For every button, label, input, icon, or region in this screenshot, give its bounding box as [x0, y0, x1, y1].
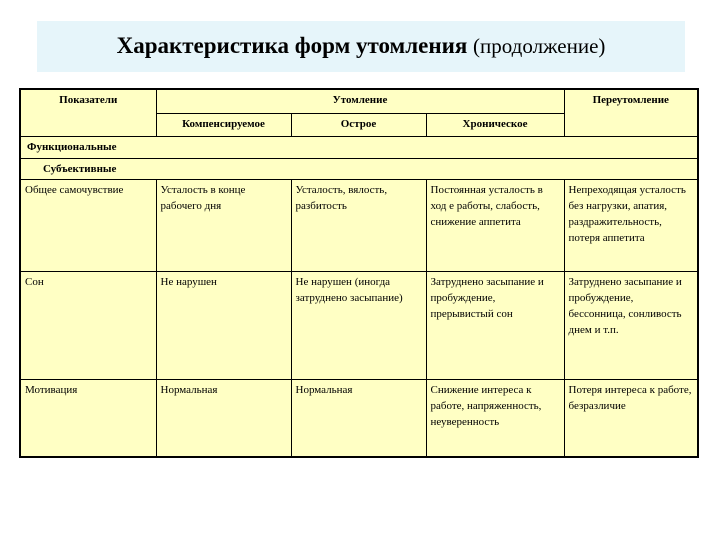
- cell-overfatigue: Потеря интереса к работе, безразличие: [564, 379, 698, 457]
- cell-compensated: Усталость в конце рабочего дня: [156, 180, 291, 271]
- table-row: [20, 271, 698, 379]
- section-row-functional: [20, 137, 698, 159]
- cell-overfatigue: Затруднено засыпание и пробуждение, бессонница, сонливость днем и т.п.: [564, 271, 698, 379]
- header-compensated: Компенсируемое: [156, 113, 291, 137]
- table-row: [20, 379, 698, 457]
- slide-title-main: Характеристика форм утомления: [116, 33, 468, 58]
- section-subjective: Субъективные: [20, 158, 698, 180]
- cell-indicator: Сон: [20, 271, 156, 379]
- title-banner: [37, 21, 685, 72]
- cell-compensated: Не нарушен: [156, 271, 291, 379]
- cell-overfatigue: Непреходящая усталость без нагрузки, апатия, раздражительность, потеря аппетита: [564, 180, 698, 271]
- cell-chronic: Снижение интереса к работе, напряженность, неуверенность: [426, 379, 564, 457]
- cell-chronic: Постоянная усталость в ход е работы, слабость, снижение аппетита: [426, 180, 564, 271]
- header-fatigue: Утомление: [156, 89, 564, 113]
- section-functional: Функциональные: [20, 137, 698, 159]
- cell-indicator: Мотивация: [20, 379, 156, 457]
- slide-title: [37, 33, 685, 59]
- fatigue-table: [19, 88, 699, 458]
- table-row: [20, 180, 698, 271]
- header-row-1: [20, 89, 698, 113]
- cell-compensated: Нормальная: [156, 379, 291, 457]
- cell-chronic: Затруднено засыпание и пробуждение, прерывистый сон: [426, 271, 564, 379]
- cell-acute: Усталость, вялость, разбитость: [291, 180, 426, 271]
- slide-title-suffix: (продолжение): [473, 34, 606, 58]
- header-chronic: Хроническое: [426, 113, 564, 137]
- section-row-subjective: [20, 158, 698, 180]
- cell-acute: Не нарушен (иногда затруднено засыпание): [291, 271, 426, 379]
- header-acute: Острое: [291, 113, 426, 137]
- cell-indicator: Общее самочувствие: [20, 180, 156, 271]
- header-indicators: Показатели: [20, 89, 156, 137]
- cell-acute: Нормальная: [291, 379, 426, 457]
- header-overfatigue: Переутомление: [564, 89, 698, 137]
